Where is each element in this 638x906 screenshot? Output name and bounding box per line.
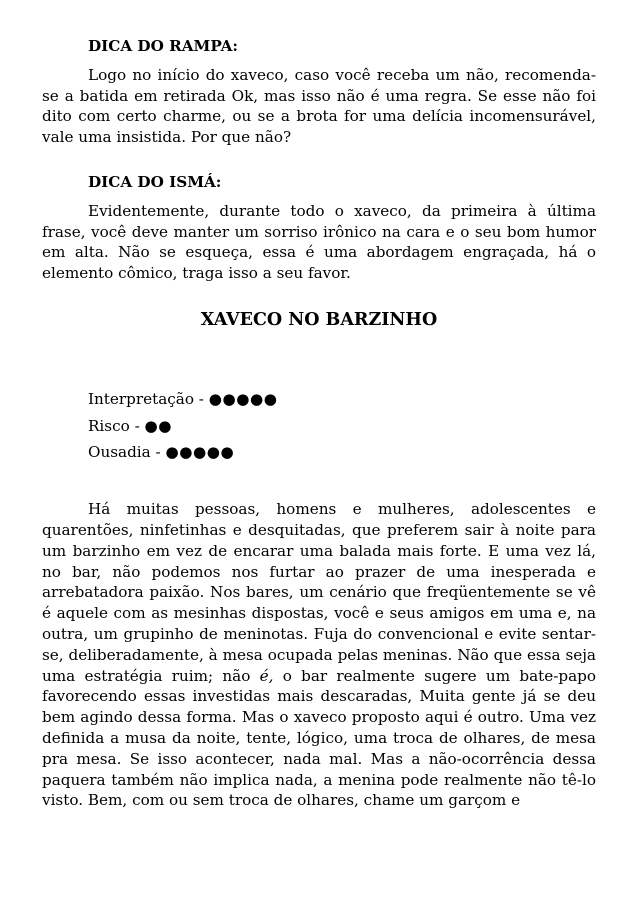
tip-rampa-heading: DICA DO RAMPA: xyxy=(88,37,239,55)
rating-dots: ●●●●● xyxy=(165,443,235,462)
main-paragraph xyxy=(42,499,596,811)
rating-dots: ●● xyxy=(144,416,173,435)
section-title: XAVECO NO BARZINHO xyxy=(200,309,438,330)
rating-label: Ousadia - xyxy=(88,443,166,462)
main-text-italic: é, xyxy=(259,666,274,685)
ratings-list xyxy=(88,389,596,463)
document-page xyxy=(42,36,596,811)
tip-isma-text: Evidentemente, durante todo o xaveco, da primeira à última frase, você deve manter um sorriso irônico na cara e o seu bom humor em alta. Não se esqueça, essa é uma abordagem engraçada, há o elemento cômico, traga isso a seu favor. xyxy=(42,201,596,283)
rating-ousadia xyxy=(88,442,596,463)
main-text-part2: o bar realmente sugere um bate-papo favorecendo essas investidas mais descaradas, Muita gente já se deu bem agindo dessa forma. Mas o xaveco proposto aqui é outro. Uma vez definida a musa da noite, tente, lógico, uma troca de olhares, de mesa pra mesa. Se isso acontecer, nada mal. Mas a não-ocorrência dessa paquera também não implica nada, a menina pode realmente não tê-lo visto. Bem, com ou sem troca de olhares, chame um garçom e xyxy=(42,666,596,810)
main-text-part1: Há muitas pessoas, homens e mulheres, adolescentes e quarentões, ninfetinhas e desquitadas, que preferem sair à noite para um barzinho em vez de encarar uma balada mais forte. E uma vez lá, no bar, não podemos nos furtar ao prazer de uma inesperada e arrebatadora paixão. Nos bares, um cenário que freqüentemente se vê é aquele com as mesinhas dispostas, você e seus amigos em uma e, na outra, um grupinho de meninotas. Fuja do convencional e evite sentar-se, deliberadamente, à mesa ocupada pelas meninas. Não que essa seja uma estratégia ruim; não xyxy=(42,500,596,685)
rating-interpretacao xyxy=(88,389,596,410)
rating-dots: ●●●●● xyxy=(208,389,278,408)
rating-risco xyxy=(88,416,596,437)
tip-isma-heading: DICA DO ISMÁ: xyxy=(88,172,222,191)
rating-label: Interpretação - xyxy=(88,389,209,408)
tip-rampa-text: Logo no início do xaveco, caso você receba um não, recomenda-se a batida em retirada Ok, mas isso não é uma regra. Se esse não foi dito com certo charme, ou se a brota for uma delícia incomensurável, vale uma insistida. Por que não? xyxy=(42,65,596,147)
rating-label: Risco - xyxy=(88,416,145,435)
